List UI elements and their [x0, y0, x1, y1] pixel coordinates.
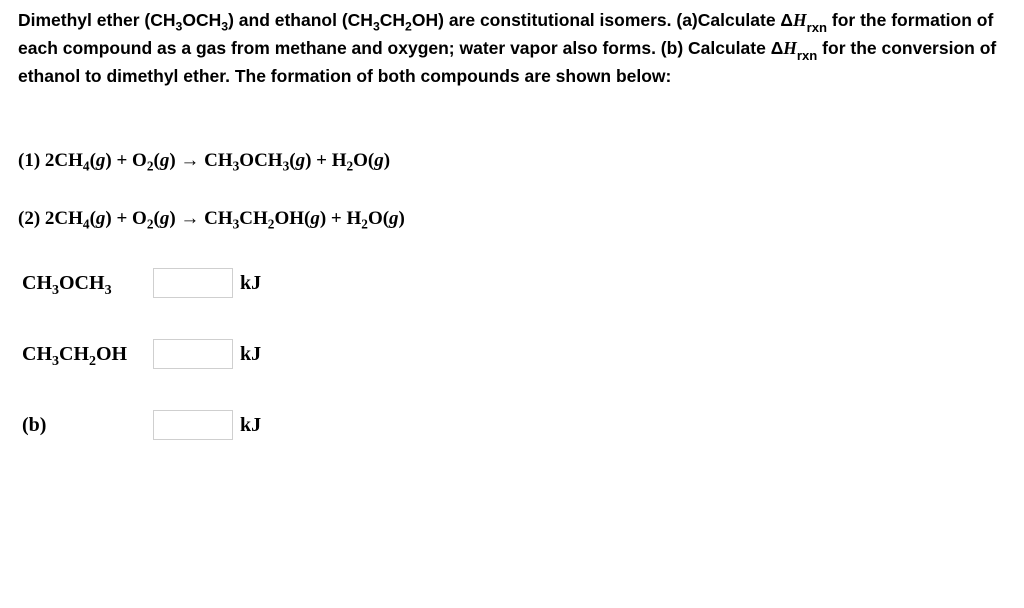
label-text: CH — [59, 342, 89, 365]
eq-text: ( — [89, 150, 96, 171]
subscript: 2 — [361, 216, 368, 232]
answer-label-part-b: (b) — [22, 413, 47, 436]
subscript: 3 — [372, 19, 380, 34]
subscript-rxn: rxn — [806, 19, 828, 35]
problem-text: for the formation of each compound as a gas from methane and oxygen; water vapor also forms. (b) Calculate Δ — [18, 10, 994, 58]
eq-text: ) → CH — [169, 150, 233, 171]
eq-text: OH( — [274, 208, 311, 229]
subscript: 2 — [146, 216, 154, 232]
eq-text: ) — [398, 208, 405, 229]
unit-label: kJ — [240, 413, 262, 436]
eq-text: ) + O — [105, 150, 147, 171]
enthalpy-symbol: H — [793, 10, 807, 30]
subscript: 3 — [232, 216, 240, 232]
eq-text: ( — [289, 150, 296, 171]
eq-text: ) + H — [305, 150, 347, 171]
eq-text: ( — [153, 208, 160, 229]
enthalpy-symbol: H — [783, 38, 797, 58]
problem-text: for the conversion of ethanol to dimethyl ether. The formation of both compounds are shown below: — [18, 38, 997, 86]
subscript-rxn: rxn — [796, 47, 818, 63]
eq-text: ( — [89, 208, 96, 229]
eq-text: ( — [153, 150, 160, 171]
problem-text: OCH — [182, 10, 222, 30]
subscript: 2 — [346, 158, 354, 174]
part-b-answer-input[interactable] — [153, 410, 233, 440]
eq-text: O( — [353, 150, 375, 171]
subscript: 3 — [282, 158, 290, 174]
label-text: OCH — [59, 271, 105, 294]
phase-symbol: g — [389, 208, 399, 229]
subscript: 3 — [104, 282, 112, 298]
subscript: 4 — [82, 216, 90, 232]
problem-statement — [18, 6, 1008, 90]
subscript: 4 — [82, 158, 90, 174]
subscript: 3 — [175, 19, 183, 34]
eq-text: ) → CH — [169, 208, 233, 229]
label-text: CH — [22, 271, 52, 294]
phase-symbol: g — [95, 208, 106, 229]
phase-symbol: g — [310, 208, 320, 229]
eq-text: (1) 2CH — [18, 150, 83, 171]
phase-symbol: g — [159, 208, 170, 229]
subscript: 3 — [221, 19, 229, 34]
answer-row-part-b — [22, 408, 261, 442]
problem-text: CH — [379, 10, 406, 30]
reaction-equation-2 — [18, 207, 405, 231]
answer-label-ethanol — [22, 342, 153, 369]
reaction-equation-1 — [18, 149, 390, 173]
eq-text: OCH — [239, 150, 283, 171]
subscript: 2 — [146, 158, 154, 174]
answer-row-ethanol — [22, 337, 261, 371]
phase-symbol: g — [159, 150, 170, 171]
answer-row-dimethyl-ether — [22, 266, 261, 300]
subscript: 2 — [89, 353, 96, 369]
problem-text: Dimethyl ether (CH — [18, 10, 176, 30]
unit-label: kJ — [240, 342, 262, 365]
label-text: CH — [22, 342, 52, 365]
subscript: 2 — [405, 19, 412, 34]
ethanol-answer-input[interactable] — [153, 339, 233, 369]
subscript: 3 — [52, 353, 59, 369]
eq-text: O( — [367, 208, 390, 229]
eq-text: ) — [383, 150, 391, 171]
problem-text: ) and ethanol (CH — [228, 10, 373, 30]
subscript: 3 — [232, 158, 240, 174]
problem-text: OH) are constitutional isomers. (a)Calculate Δ — [411, 10, 794, 30]
phase-symbol: g — [95, 150, 106, 171]
subscript: 2 — [267, 216, 275, 232]
label-text: OH — [96, 342, 128, 365]
eq-text: ) + H — [319, 208, 362, 229]
subscript: 3 — [52, 282, 59, 298]
unit-label: kJ — [240, 271, 262, 294]
eq-text: (2) 2CH — [18, 208, 83, 229]
phase-symbol: g — [374, 150, 384, 171]
phase-symbol: g — [295, 150, 306, 171]
eq-text: CH — [239, 208, 268, 229]
dimethyl-ether-answer-input[interactable] — [153, 268, 233, 298]
eq-text: ) + O — [105, 208, 147, 229]
answer-label-dimethyl-ether — [22, 271, 153, 298]
